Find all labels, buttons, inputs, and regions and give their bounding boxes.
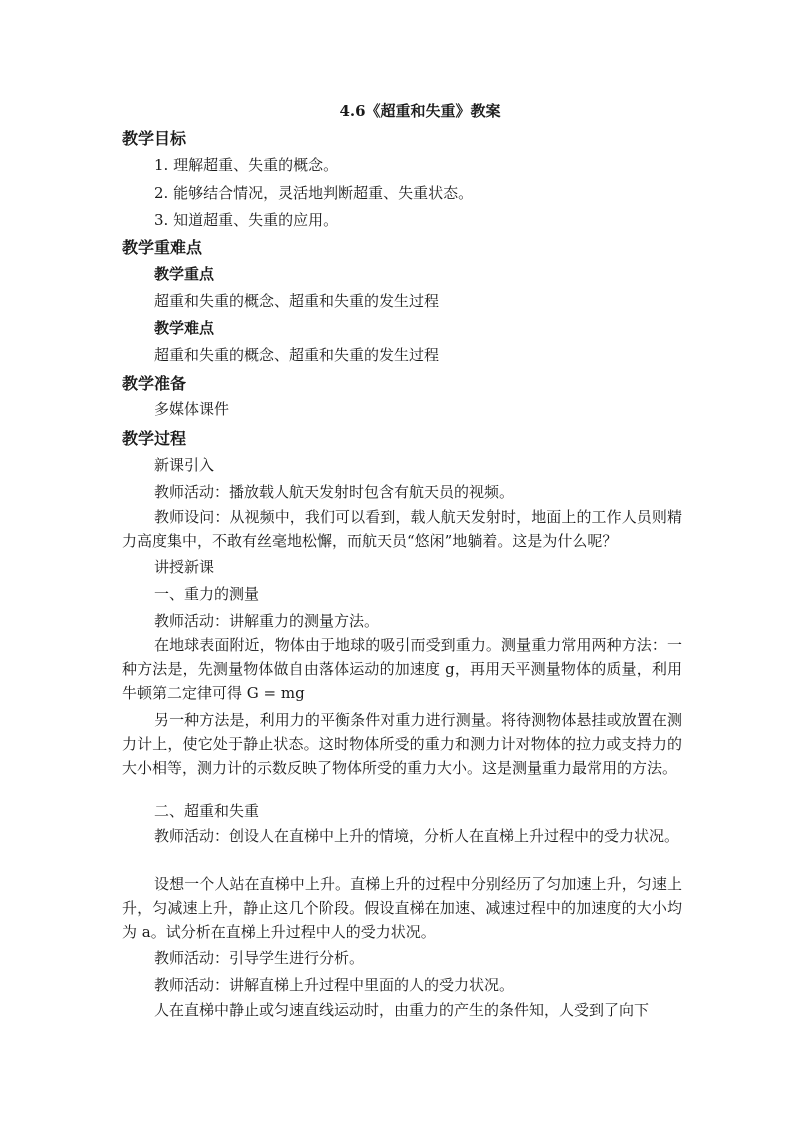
part2-paragraph-2: 人在直梯中静止或匀速直线运动时，由重力的产生的条件知，人受到了向下 (154, 1001, 650, 1019)
intro-label: 新课引入 (154, 456, 215, 474)
subheading-difficulty: 教学难点 (154, 319, 215, 337)
subheading-focus: 教学重点 (154, 265, 215, 283)
focus-text: 超重和失重的概念、超重和失重的发生过程 (154, 292, 440, 310)
part2-activity: 教师活动：创设人在直梯中上升的情境，分析人在直梯上升过程中的受力状况。 (154, 827, 680, 845)
objective-item-2: 2. 能够结合情况，灵活地判断超重、失重状态。 (154, 184, 474, 202)
activity-video: 教师活动：播放载人航天发射时包含有航天员的视频。 (154, 483, 515, 501)
objective-item-3: 3. 知道超重、失重的应用。 (154, 211, 339, 229)
part1-paragraph-1: 在地球表面附近，物体由于地球的吸引而受到重力。测量重力常用两种方法：一种方法是，先测量物体做自由落体运动的加速度 g，再用天平测量物体的质量，利用牛顿第二定律可得 G = mg (122, 636, 682, 702)
new-lesson-label: 讲授新课 (154, 558, 215, 576)
part1-paragraph-2: 另一种方法是，利用力的平衡条件对重力进行测量。将待测物体悬挂或放置在测力计上，使它处于静止状态。这时物体所受的重力和测力计对物体的拉力或支持力的大小相等，测力计的示数反映了物体所受的重力大小。这是测量重力最常用的方法。 (122, 711, 682, 777)
part1-activity: 教师活动：讲解重力的测量方法。 (154, 612, 380, 630)
part1-title: 一、重力的测量 (154, 585, 260, 603)
heading-objectives: 教学目标 (122, 129, 187, 148)
document-title: 4.6《超重和失重》教案 (339, 102, 501, 120)
difficulty-text: 超重和失重的概念、超重和失重的发生过程 (154, 346, 440, 364)
heading-process: 教学过程 (122, 429, 187, 448)
heading-key-points: 教学重难点 (122, 238, 203, 257)
question-paragraph: 教师设问：从视频中，我们可以看到，载人航天发射时，地面上的工作人员则精力高度集中，不敢有丝毫地松懈，而航天员“悠闲”地躺着。这是为什么呢？ (122, 508, 682, 550)
part2-activity-3: 教师活动：讲解直梯上升过程中里面的人的受力状况。 (154, 976, 515, 994)
part2-paragraph-1: 设想一个人站在直梯中上升。直梯上升的过程中分别经历了匀加速上升，匀速上升，匀减速上升，静止这几个阶段。假设直梯在加速、减速过程中的加速度的大小均为 a。试分析在直梯上升过程中人的受力状况。 (122, 875, 682, 941)
part2-title: 二、超重和失重 (154, 802, 260, 820)
part2-activity-2: 教师活动：引导学生进行分析。 (154, 949, 365, 967)
preparation-text: 多媒体课件 (154, 400, 230, 418)
heading-preparation: 教学准备 (122, 374, 187, 393)
objective-item-1: 1. 理解超重、失重的概念。 (154, 156, 339, 174)
